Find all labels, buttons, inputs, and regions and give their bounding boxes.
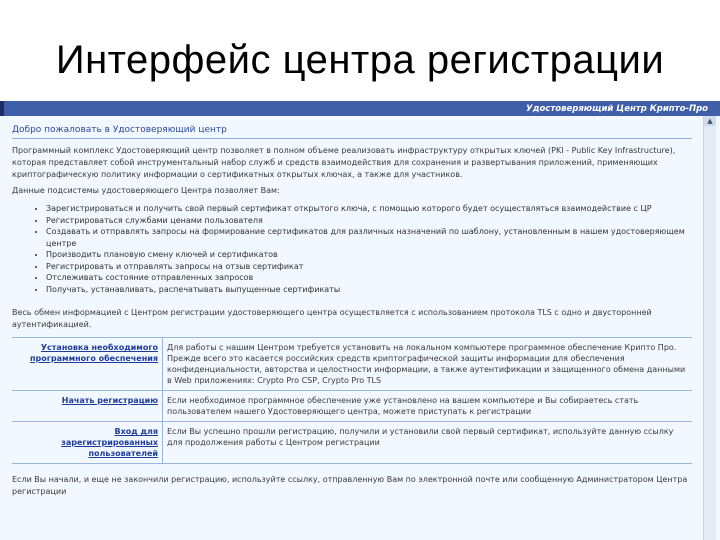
footer-note: Если Вы начали, и еще не закончили регистрацию, используйте ссылку, отправленную Вам по электронной почте или сообщенную Администратором Центра регистрации: [12, 475, 688, 496]
slide-title: Интерфейс центра регистрации: [55, 38, 665, 82]
header-accent-strip: [0, 101, 4, 116]
features-list: [12, 203, 692, 295]
browser-screenshot: [0, 101, 720, 540]
list-item: • Регистрироваться службами ценами пользователя: [46, 215, 692, 227]
site-brand: Удостоверяющий Центр Крипто-Про: [526, 103, 708, 114]
vertical-scrollbar[interactable]: [703, 116, 716, 540]
scroll-up-icon[interactable]: ▲: [704, 116, 716, 126]
list-item: • Отслеживать состояние отправленных запросов: [46, 272, 692, 284]
links-table: [12, 337, 692, 464]
list-item: • Получать, устанавливать, распечатывать выпущенные сертификаты: [46, 284, 692, 296]
list-item: • Зарегистрироваться и получить свой первый сертификат открытого ключа, с помощью которого будет осуществляться взаимодействие с ЦР: [46, 203, 692, 215]
table-row: [12, 338, 692, 391]
table-row: [12, 422, 692, 464]
registered-login-description: Если Вы успешно прошли регистрацию, получили и установили свой первый сертификат, используйте данную ссылку для продолжения работы с Центром регистрации: [163, 422, 693, 464]
list-item: • Регистрировать и отправлять запросы на отзыв сертификат: [46, 261, 692, 273]
heading-divider: [12, 138, 692, 139]
features-lead: Данные подсистемы удостоверяющего Центра позволяет Вам:: [12, 186, 280, 195]
list-item: • Производить плановую смену ключей и сертификатов: [46, 249, 692, 261]
intro-paragraph: Программный комплекс Удостоверяющий центр позволяет в полном объеме реализовать инфраструктуру открытых ключей (PKI - Public Key Infrastructure), которая представляет собой инструментальный набор служб и средств взаимодействия для сохранения и развертывания приложений, применяющих криптографическую политику информации о сертификатных открытых ключах, а также для участников.: [12, 146, 676, 179]
registered-login-link[interactable]: Вход для зарегистрированных пользователей: [12, 422, 163, 464]
start-registration-description: Если необходимое программное обеспечение уже установлено на вашем компьютере и Вы собираетесь стать пользователем нашего Удостоверяющего центра, можете приступать к регистрации: [163, 391, 693, 422]
list-item: • Создавать и отправлять запросы на формирование сертификатов для различных назначений по шаблону, установленным в нашем удостоверяющем центре: [46, 226, 692, 249]
page-content: [12, 125, 692, 506]
table-row: [12, 391, 692, 422]
install-software-description: Для работы с нашим Центром требуется установить на локальном компьютере программное обеспечение Крипто Про. Прежде всего это касается российских средств криптографической защиты информации для обеспечения конфиденциальности, авторства и целостности информации, а также аутентификации и защищенного обмена данными в Web приложениях: Crypto Pro CSP, Crypto Pro TLS: [163, 338, 693, 391]
tls-info-paragraph: Весь обмен информацией с Центром регистрации удостоверяющего центра осуществляется с использованием протокола TLS с одно и двусторонней аутентификацией.: [12, 308, 652, 329]
site-header: [0, 101, 720, 116]
start-registration-link[interactable]: Начать регистрацию: [12, 391, 163, 422]
welcome-heading: Добро пожаловать в Удостоверяющий центр: [12, 125, 227, 135]
install-software-link[interactable]: Установка необходимого программного обеспечения: [12, 338, 163, 391]
